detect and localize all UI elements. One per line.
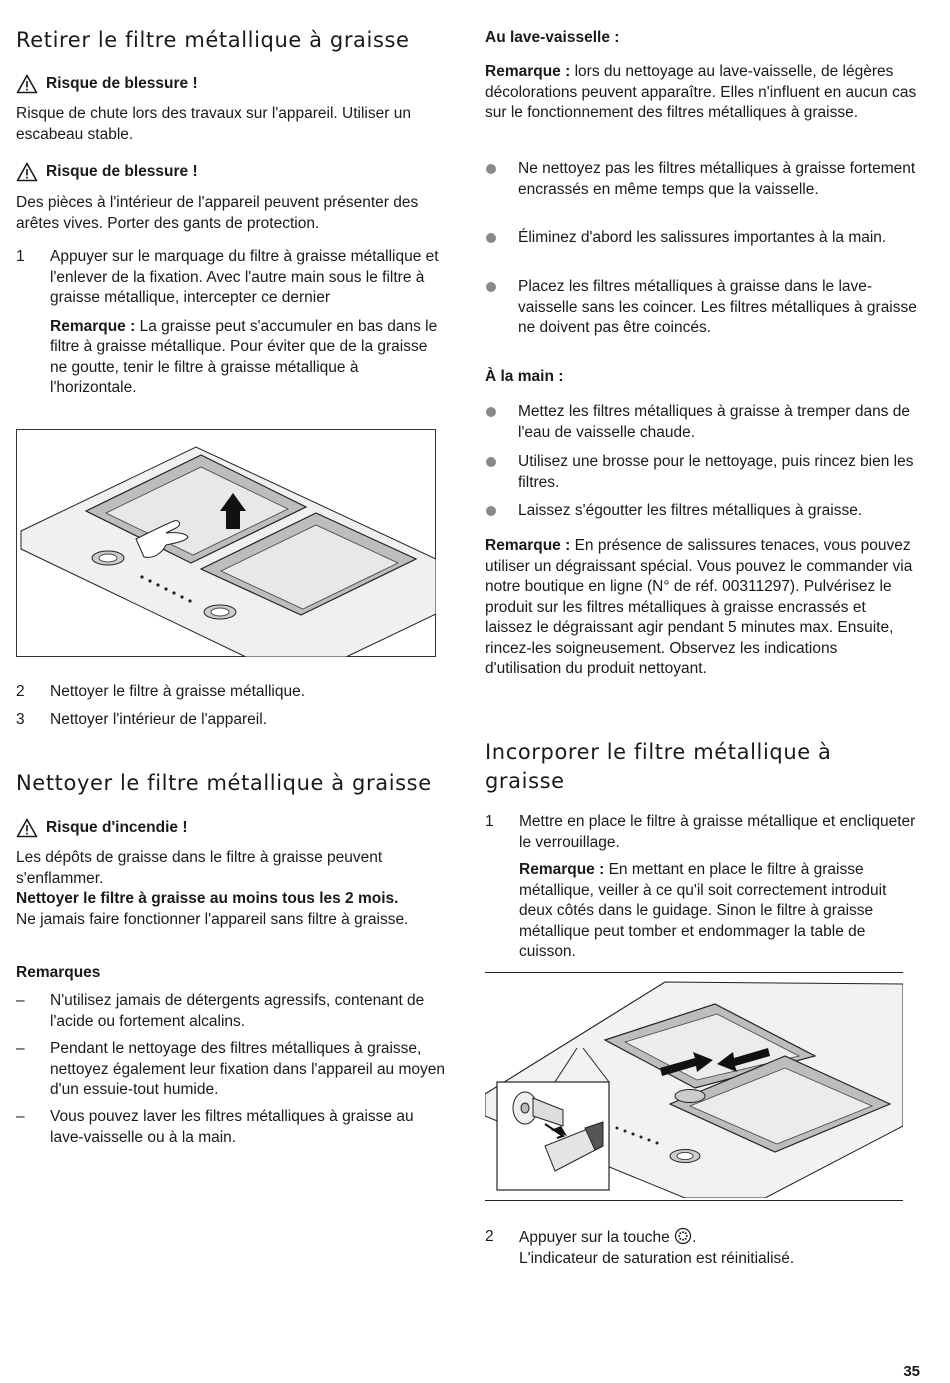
remark-item bbox=[16, 1107, 448, 1148]
remark-item bbox=[16, 991, 448, 1032]
step-note bbox=[50, 317, 448, 399]
warning-triangle-icon bbox=[16, 818, 38, 838]
step-2 bbox=[16, 682, 448, 703]
remark-text: Vous pouvez laver les filtres métalliques à graisse au lave-vaisselle ou à la main. bbox=[50, 1108, 414, 1146]
dishwasher-heading: Au lave-vaisselle : bbox=[485, 29, 620, 46]
step-number: 1 bbox=[485, 813, 494, 830]
warning-injury-2 bbox=[16, 162, 448, 183]
step-text-part: . bbox=[692, 1229, 697, 1246]
step-text bbox=[519, 1227, 917, 1249]
step-text: Nettoyer l'intérieur de l'appareil. bbox=[50, 711, 267, 728]
install-step-2 bbox=[485, 1227, 917, 1269]
section-title-clean-filter: Nettoyer le filtre métallique à graisse bbox=[16, 771, 432, 795]
remark-item bbox=[16, 1039, 448, 1101]
bullet-dot bbox=[485, 501, 518, 522]
step-text: Nettoyer le filtre à graisse métallique. bbox=[50, 683, 306, 700]
step-number: 3 bbox=[16, 711, 25, 728]
bullet-text: Utilisez une brosse pour le nettoyage, puis rincez bien les filtres. bbox=[518, 453, 914, 491]
warning-text: Les dépôts de graisse dans le filtre à graisse peuvent s'enflammer. bbox=[16, 849, 383, 887]
saturation-button-icon bbox=[674, 1227, 692, 1245]
fire-warning-body bbox=[16, 848, 448, 930]
bullet-dot bbox=[485, 277, 518, 339]
dash-marker: – bbox=[16, 992, 25, 1009]
section-title-remove-filter: Retirer le filtre métallique à graisse bbox=[16, 28, 410, 52]
install-step-1 bbox=[485, 812, 917, 963]
note-label: Remarque : bbox=[519, 861, 605, 878]
step-number: 2 bbox=[16, 683, 25, 700]
bullet-text: Ne nettoyez pas les filtres métalliques à graisse fortement encrassés en même temps que la vaisselle. bbox=[518, 160, 916, 198]
step-1 bbox=[16, 247, 448, 399]
note-text: En présence de salissures tenaces, vous pouvez utiliser un dégraissant spécial. Vous pouvez le commander via notre boutique en ligne (N° de réf. 00311297). Pulvérisez le produit sur les filtres métalliques à graisse encrassés et laissez le dégraissant agir pendant 5 minutes max. Ensuite, rincez-les soigneusement. Observez les indications d'utilisation du produit nettoyant. bbox=[485, 537, 913, 677]
bullet-item bbox=[485, 277, 917, 339]
step-number: 1 bbox=[16, 248, 25, 265]
warning-title: Risque de blessure ! bbox=[46, 163, 198, 180]
by-hand-heading: À la main : bbox=[485, 368, 564, 385]
remarks-heading: Remarques bbox=[16, 964, 101, 981]
bullet-item bbox=[485, 228, 917, 249]
bullet-text: Laissez s'égoutter les filtres métalliques à graisse. bbox=[518, 502, 863, 519]
warning-text: Des pièces à l'intérieur de l'appareil peuvent présenter des arêtes vives. Porter des gants de protection. bbox=[16, 194, 419, 232]
degreaser-note bbox=[485, 536, 917, 680]
bullet-item bbox=[485, 159, 917, 200]
warning-injury-1 bbox=[16, 74, 448, 95]
figure-top-rule bbox=[485, 972, 903, 973]
bullet-item bbox=[485, 501, 917, 522]
dash-marker: – bbox=[16, 1108, 25, 1125]
bullet-text: Placez les filtres métalliques à graisse dans le lave-vaisselle sans les coincer. Les filtres métalliques à graisse ne doivent pas être coincés. bbox=[518, 278, 917, 336]
bullet-text: Éliminez d'abord les salissures importantes à la main. bbox=[518, 229, 887, 246]
note-text: La graisse peut s'accumuler en bas dans le filtre à graisse métallique. Pour éviter que de la graisse ne goutte, tenir le filtre à graisse métallique à l'horizontale. bbox=[50, 317, 438, 396]
warning-text: Risque de chute lors des travaux sur l'appareil. Utiliser un escabeau stable. bbox=[16, 105, 411, 143]
install-filter-illustration bbox=[485, 976, 903, 1198]
remark-text: N'utilisez jamais de détergents agressifs, contenant de l'acide ou fortement alcalins. bbox=[50, 992, 425, 1030]
remark-text: Pendant le nettoyage des filtres métalliques à graisse, nettoyez également leur fixation dans l'appareil au moyen d'un essuie-tout humide. bbox=[50, 1040, 446, 1098]
dishwasher-note bbox=[485, 62, 917, 124]
warning-fire bbox=[16, 818, 448, 839]
step-result: L'indicateur de saturation est réinitialisé. bbox=[519, 1249, 795, 1267]
page-number: 35 bbox=[903, 1363, 920, 1380]
note-label: Remarque : bbox=[485, 63, 571, 80]
step-note bbox=[519, 860, 917, 963]
section-title-install-filter: Incorporer le filtre métallique à graisse bbox=[485, 740, 832, 793]
bullet-dot bbox=[485, 228, 518, 249]
warning-title: Risque d'incendie ! bbox=[46, 819, 188, 836]
dash-marker: – bbox=[16, 1040, 25, 1057]
note-text: lors du nettoyage au lave-vaisselle, de légères décolorations peuvent apparaître. Elles n'influent en aucun cas sur le fonctionnement des filtres métalliques à graisse. bbox=[485, 63, 917, 121]
step-text: Mettre en place le filtre à graisse métallique et encliqueter le verrouillage. bbox=[519, 813, 916, 851]
step-3 bbox=[16, 710, 448, 731]
bullet-item bbox=[485, 402, 917, 443]
bullet-dot bbox=[485, 452, 518, 493]
warning-text: Ne jamais faire fonctionner l'appareil sans filtre à graisse. bbox=[16, 910, 409, 928]
step-text-part: Appuyer sur la touche bbox=[519, 1229, 675, 1246]
bullet-dot bbox=[485, 159, 518, 200]
note-label: Remarque : bbox=[485, 537, 571, 554]
warning-triangle-icon bbox=[16, 74, 38, 94]
remove-filter-illustration bbox=[16, 429, 436, 657]
bullet-text: Mettez les filtres métalliques à graisse à tremper dans de l'eau de vaisselle chaude. bbox=[518, 403, 910, 441]
bullet-dot bbox=[485, 402, 518, 443]
warning-triangle-icon bbox=[16, 162, 38, 182]
warning-emphasis: Nettoyer le filtre à graisse au moins tous les 2 mois. bbox=[16, 890, 399, 907]
figure-bottom-rule bbox=[485, 1200, 903, 1201]
note-text: En mettant en place le filtre à graisse métallique, veiller à ce qu'il soit correctement introduit deux côtés dans le guidage. Sinon le filtre à graisse métallique peut tomber et endommager la table de cuisson. bbox=[519, 861, 887, 960]
warning-title: Risque de blessure ! bbox=[46, 75, 198, 92]
note-label: Remarque : bbox=[50, 317, 136, 335]
step-text: Appuyer sur le marquage du filtre à graisse métallique et l'enlever de la fixation. Avec l'autre main sous le filtre à graisse métallique, intercepter ce dernier bbox=[50, 248, 439, 306]
step-number: 2 bbox=[485, 1228, 494, 1245]
bullet-item bbox=[485, 452, 917, 493]
